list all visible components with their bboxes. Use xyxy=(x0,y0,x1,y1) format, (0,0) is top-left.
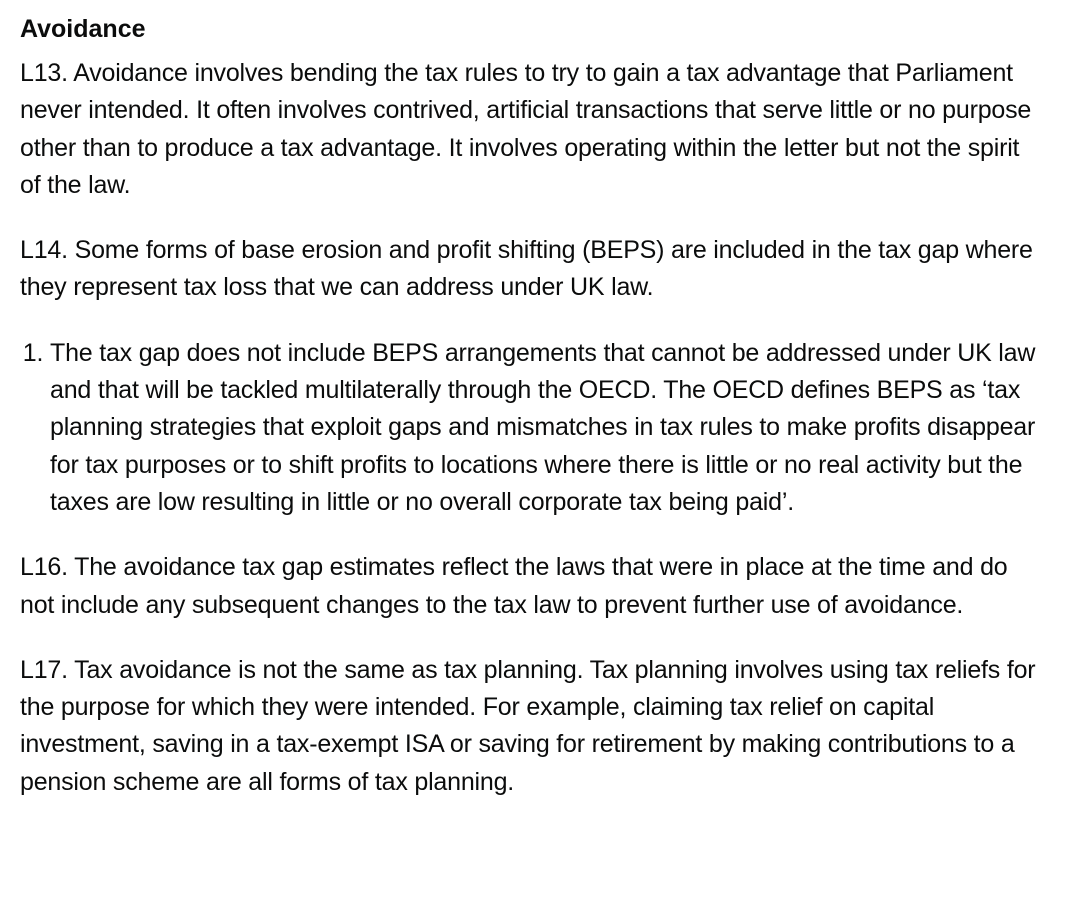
paragraph-l13: L13. Avoidance involves bending the tax rules to try to gain a tax advantage that Parliament never intended. It often involves contrived, artificial transactions that serve little or no purpose other than to produce a tax advantage. It involves operating within the letter but not the spirit of the law. xyxy=(20,59,1032,199)
list-item: 1. The tax gap does not include BEPS arrangements that cannot be addressed under UK law and that will be tackled multilaterally through the OECD. The OECD defines BEPS as ‘tax planning strategies that exploit gaps and mismatches in tax rules to make profits disappear for tax purposes or to shift profits to locations where there is little or no real activity but the taxes are low resulting in little or no overall corporate tax being paid’. xyxy=(50,335,1040,521)
paragraph-l14: L14. Some forms of base erosion and profit shifting (BEPS) are included in the tax gap where they represent tax loss that we can address under UK law. xyxy=(20,236,1033,302)
paragraph-l16: L16. The avoidance tax gap estimates reflect the laws that were in place at the time and do not include any subsequent changes to the tax law to prevent further use of avoidance. xyxy=(20,553,1008,619)
numbered-list xyxy=(20,335,1040,521)
paragraph-l17: L17. Tax avoidance is not the same as tax planning. Tax planning involves using tax reliefs for the purpose for which they were intended. For example, claiming tax relief on capital investment, saving in a tax-exempt ISA or saving for retirement by making contributions to a pension scheme are all forms of tax planning. xyxy=(20,655,1036,796)
section-heading: Avoidance xyxy=(20,15,146,43)
